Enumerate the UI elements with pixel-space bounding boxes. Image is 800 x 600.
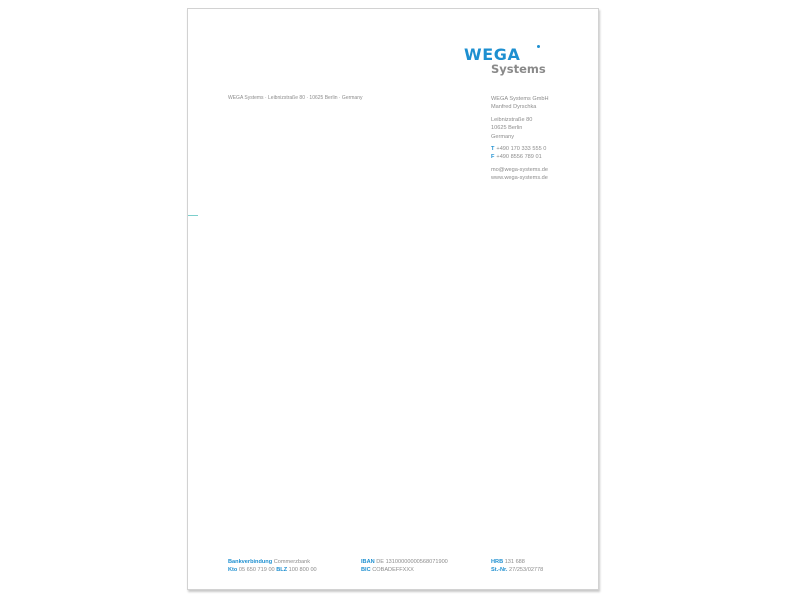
bic-line <box>361 566 448 574</box>
tax-label: St.-Nr. <box>491 567 508 574</box>
iban-line <box>361 558 448 566</box>
website-address: www.wega-systems.de <box>491 175 548 182</box>
address-country: Germany <box>491 133 515 140</box>
blz-label: BLZ <box>276 567 288 574</box>
account-number: 05 650 719 00 <box>238 567 275 574</box>
phone-label: T <box>491 146 495 153</box>
phone-number: +490 170 333 555 0 <box>496 146 547 153</box>
bank-label: Bankverbindung <box>228 559 273 565</box>
hrb-number: 131 688 <box>504 559 525 565</box>
footer-bank-column <box>228 558 317 575</box>
address-street: Leibnizstraße 80 <box>491 116 533 123</box>
iban-number: DE 13100000000568071900 <box>376 559 448 565</box>
email-address: mo@wega-systems.de <box>491 166 548 173</box>
letterhead-page <box>187 8 599 590</box>
contact-info-block <box>491 95 549 183</box>
fax-number: +490 8556 789 01 <box>496 154 542 161</box>
tax-number: 27/253/02778 <box>509 567 544 574</box>
bic-code: COBADEFFXXX <box>372 567 414 574</box>
fax-line <box>491 153 549 161</box>
phone-line <box>491 145 549 153</box>
sender-address-line: WEGA Systems · Leibnizstraße 80 · 10625 Berlin · Germany <box>228 95 363 101</box>
blz-number: 100 800 00 <box>288 567 317 574</box>
fold-mark <box>188 215 198 216</box>
logo-dot-icon <box>537 45 540 48</box>
bank-name: Commerzbank <box>273 559 311 565</box>
iban-label: IBAN <box>361 559 375 565</box>
bank-line <box>228 558 317 566</box>
logo-wordmark-primary: WEGA <box>464 45 521 64</box>
company-logo <box>464 46 564 80</box>
footer-registry-column <box>491 558 543 575</box>
tax-line <box>491 566 543 574</box>
account-label: Kto <box>228 567 238 574</box>
fax-label: F <box>491 154 495 161</box>
contact-person: Manfred Dyrschka <box>491 104 537 111</box>
footer-iban-column <box>361 558 448 575</box>
hrb-label: HRB <box>491 559 504 565</box>
account-line <box>228 566 317 574</box>
logo-wordmark-secondary: Systems <box>491 62 546 76</box>
bic-label: BIC <box>361 567 371 574</box>
address-city: 10625 Berlin <box>491 125 523 132</box>
company-name: WEGA Systems GmbH <box>491 96 549 102</box>
hrb-line <box>491 558 543 566</box>
